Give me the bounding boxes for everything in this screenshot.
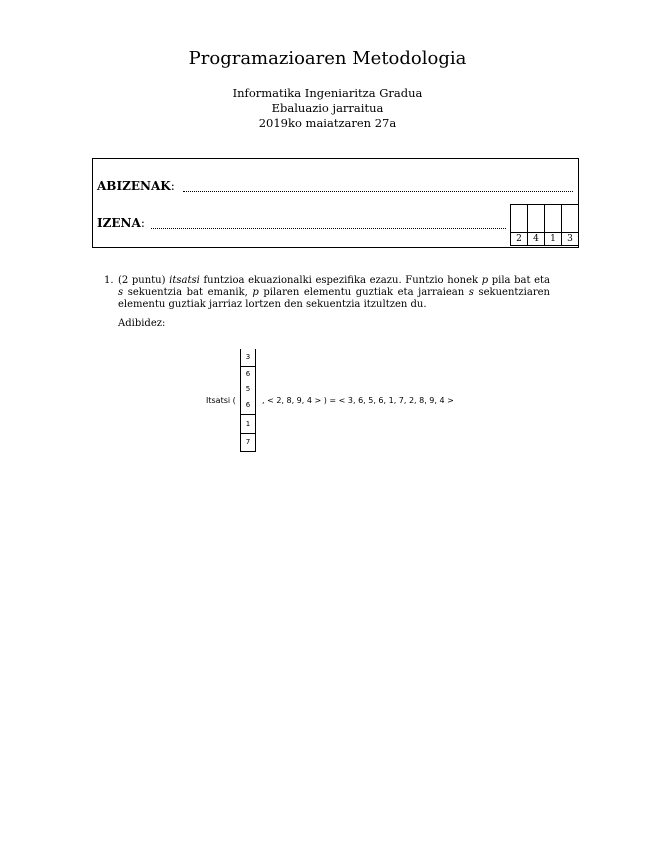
stack-cell: 6 (241, 397, 255, 415)
question-text: (2 puntu) itsatsi funtzioa ekuazionalki espezifika ezazu. Funtzio honek p pila bat eta s sekuentzia bat emanik, p pilaren elementu guztiak eta jarraiean s sekuentziaren elementu guztiak jarriaz lortzen den sekuentzia itzultzen du. (118, 275, 551, 310)
name-label: IZENA: (97, 216, 145, 230)
student-info-box (92, 158, 579, 248)
surname-label: ABIZENAK: (97, 179, 175, 193)
degree-line: Informatika Ingeniaritza Gradua (232, 86, 423, 100)
stack-cell: 5 (245, 385, 251, 393)
grade-cell: 3 (561, 204, 579, 246)
name-field[interactable] (151, 228, 506, 229)
grade-cell: 2 (510, 204, 528, 246)
surname-field[interactable] (183, 191, 573, 192)
evaluation-line: Ebaluazio jarraitua (271, 101, 384, 115)
stack-cell: 1 (241, 415, 255, 434)
question-number: 1. (104, 275, 114, 286)
example-label: Adibidez: (118, 318, 166, 329)
document-title: Programazioaren Metodologia (188, 48, 467, 69)
grade-table (511, 204, 579, 246)
stack-cell: 6 (245, 370, 251, 378)
stack-cell: 7 (245, 438, 251, 446)
example-stack (240, 349, 256, 452)
example-result: , < 2, 8, 9, 4 > ) = < 3, 6, 5, 6, 1, 7, 2, 8, 9, 4 > (262, 396, 454, 405)
grade-cell: 1 (544, 204, 562, 246)
example-function-call: Itsatsi ( (206, 396, 236, 405)
date-line: 2019ko maiatzaren 27a (258, 116, 397, 130)
grade-cell: 4 (527, 204, 545, 246)
stack-cell: 3 (241, 349, 255, 367)
